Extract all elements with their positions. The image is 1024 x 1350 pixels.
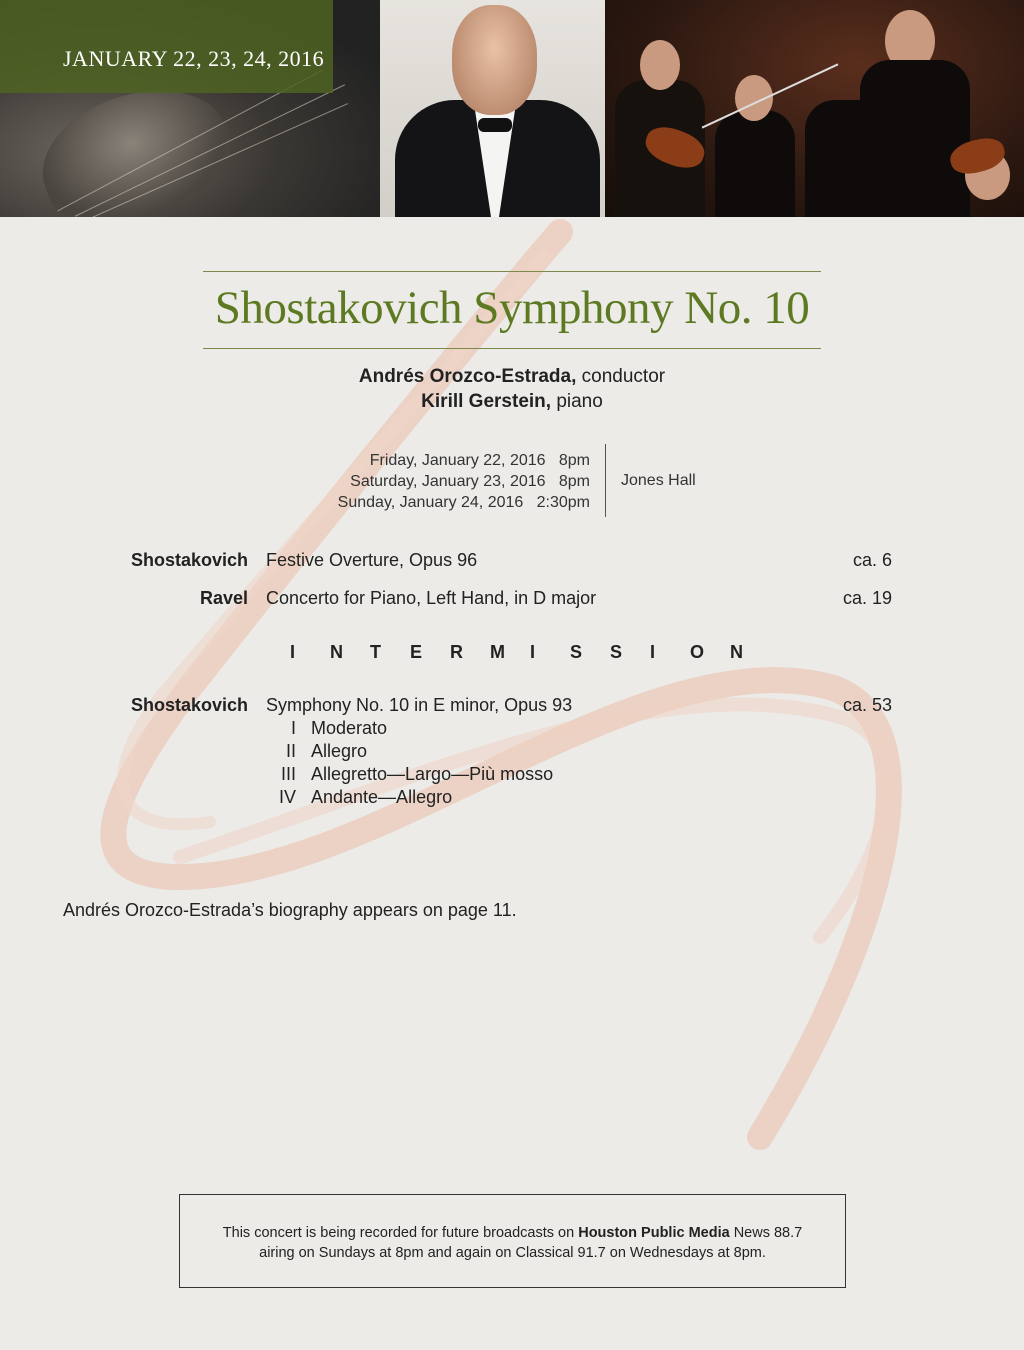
performance-date: Sunday, January 24, 2016 2:30pm (337, 494, 590, 511)
performers (0, 364, 1024, 414)
movement-number: I (290, 718, 296, 738)
performer-name: Andrés Orozco-Estrada, (358, 366, 577, 387)
notice-text: News 88.7 (729, 1225, 803, 1241)
intermission (290, 642, 770, 663)
biography-note: Andrés Orozco-Estrada’s biography appears on page 11. (63, 900, 517, 920)
performer-role: piano (556, 391, 603, 412)
title-rule-bottom (203, 348, 821, 349)
notice-line-1 (180, 1223, 845, 1243)
intermission-letter: I (650, 642, 656, 662)
movement-name: Allegretto—Largo—Più mosso (311, 764, 554, 784)
performer-role: conductor (581, 366, 666, 387)
performer-conductor (0, 364, 1024, 389)
notice-text: This concert is being recorded for future broadcasts on (222, 1225, 579, 1241)
performance-dates (0, 450, 590, 513)
concert-dates: JANUARY 22, 23, 24, 2016 (63, 46, 325, 71)
intermission-letter: N (730, 642, 743, 662)
divider-line (605, 444, 606, 517)
page-title: Shostakovich Symphony No. 10 (214, 282, 810, 334)
performer-name: Kirill Gerstein, (421, 391, 552, 412)
intermission-letter: T (370, 642, 381, 662)
intermission-letter: O (690, 642, 705, 662)
performance-date: Friday, January 22, 2016 8pm (369, 452, 590, 469)
work-title: Concerto for Piano, Left Hand, in D major (266, 588, 597, 608)
duration: ca. 53 (842, 695, 892, 715)
composer: Shostakovich (130, 550, 248, 570)
intermission-letter: E (410, 642, 423, 662)
performer-soloist (0, 389, 1024, 414)
duration: ca. 6 (852, 550, 892, 570)
title-rule-top (203, 271, 821, 272)
movement-name: Allegro (311, 741, 368, 761)
venue: Jones Hall (621, 472, 696, 489)
intermission-letter: I (290, 642, 296, 662)
intermission-letter: R (450, 642, 463, 662)
intermission-letter: S (570, 642, 583, 662)
intermission-letter: N (330, 642, 343, 662)
composer: Shostakovich (130, 695, 248, 715)
broadcast-notice (179, 1194, 846, 1288)
intermission-letter: M (490, 642, 505, 662)
intermission-letter: S (610, 642, 623, 662)
work-title: Festive Overture, Opus 96 (266, 550, 478, 570)
performance-date: Saturday, January 23, 2016 8pm (350, 473, 590, 490)
duration: ca. 19 (842, 588, 892, 608)
movement-number: II (285, 741, 296, 761)
work-title: Symphony No. 10 in E minor, Opus 93 (266, 695, 573, 715)
header-banner (0, 0, 1024, 217)
orchestra-photo (605, 0, 1024, 217)
broadcaster-name: Houston Public Media (578, 1225, 730, 1241)
movement-name: Andante—Allegro (311, 787, 453, 807)
composer: Ravel (199, 588, 248, 608)
notice-line-2: airing on Sundays at 8pm and again on Classical 91.7 on Wednesdays at 8pm. (259, 1245, 766, 1261)
movement-number: III (280, 764, 296, 784)
date-box (0, 0, 333, 93)
movement-number: IV (278, 787, 296, 807)
pianist-photo (380, 0, 610, 217)
movement-name: Moderato (311, 718, 388, 738)
intermission-letter: I (530, 642, 536, 662)
